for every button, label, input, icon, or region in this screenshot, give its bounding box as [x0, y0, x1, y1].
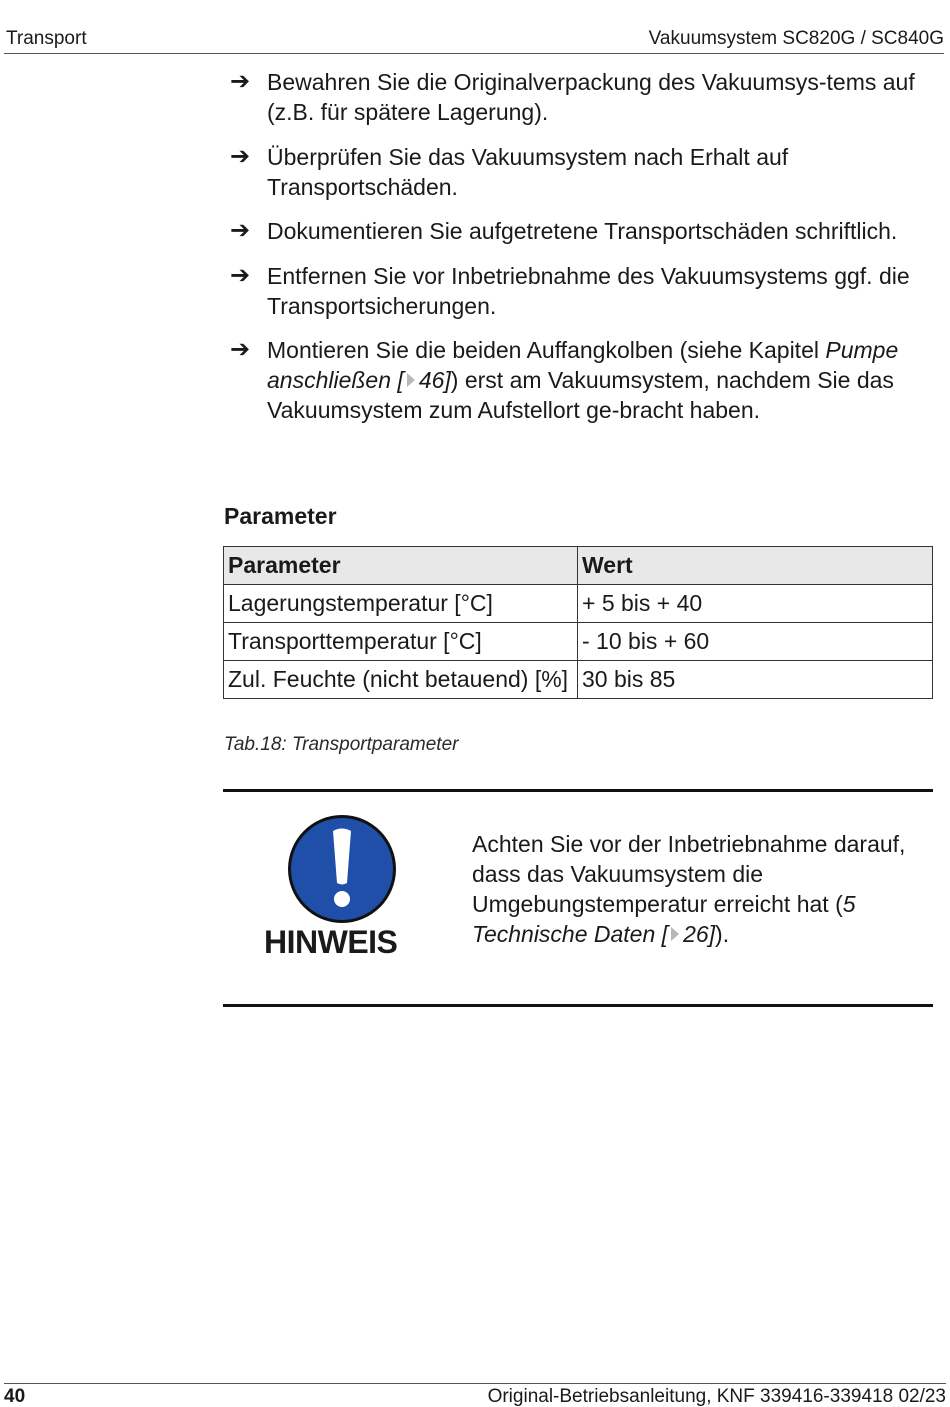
technical-data-link-page: 26]: [683, 921, 716, 947]
notice-text-end: ).: [715, 921, 730, 947]
table-cell: Zul. Feuchte (nicht betauend) [%]: [224, 661, 578, 699]
notice-divider-top: [223, 789, 933, 792]
header-section-title: Transport: [6, 28, 87, 49]
arrow-right-icon: ➔: [230, 68, 251, 95]
page-footer: [4, 1383, 946, 1407]
instruction-list: [230, 67, 930, 440]
table-cell: + 5 bis + 40: [578, 585, 933, 623]
instruction-text: Montieren Sie die beiden Auffangkolben (siehe Kapitel: [267, 337, 819, 363]
notice-text-body: Achten Sie vor der Inbetriebnahme darauf, dass das Vakuumsystem die Umgebungstemperatur erreicht hat (: [472, 831, 906, 917]
arrow-right-icon: ➔: [230, 142, 251, 170]
page-header: [4, 28, 944, 54]
instruction-text-continued: ) erst am Vakuumsystem, nachdem Sie das Vakuumsystem zum Aufstellort ge-bracht haben.: [267, 367, 894, 423]
table-header-row: [224, 547, 933, 585]
table-row: [224, 661, 933, 699]
table-cell: Lagerungstemperatur [°C]: [224, 585, 578, 623]
arrow-right-icon: ➔: [230, 336, 251, 363]
page-number: 40: [4, 1386, 26, 1407]
table-row: [224, 585, 933, 623]
page-pointer-icon: [407, 373, 415, 387]
table-cell: 30 bis 85: [578, 661, 933, 699]
column-header: Wert: [578, 547, 933, 585]
transport-parameter-table: [223, 546, 933, 699]
exclamation-circle-icon: [286, 813, 398, 925]
document-reference: Original-Betriebsanleitung, KNF 339416-339418 02/23: [487, 1386, 946, 1407]
header-product-name: Vakuumsystem SC820G / SC840G: [648, 28, 944, 49]
notice-label: HINWEIS: [264, 924, 398, 960]
arrow-right-icon: ➔: [230, 217, 251, 244]
notice-text: [472, 829, 927, 949]
column-header: Parameter: [224, 547, 578, 585]
notice-divider-bottom: [223, 1004, 933, 1007]
instruction-step: [230, 335, 930, 425]
table-cell: Transporttemperatur [°C]: [224, 623, 578, 661]
instruction-step: [230, 67, 930, 127]
instruction-step: [230, 142, 930, 202]
arrow-right-icon: ➔: [230, 261, 251, 289]
chapter-link-page: 46]: [418, 367, 451, 393]
instruction-text: Überprüfen Sie das Vakuumsystem nach Erhalt auf Transportschäden.: [267, 143, 789, 200]
chapter-link-title: Pumpe anschließen [: [267, 337, 899, 393]
instruction-text: Bewahren Sie die Originalverpackung des Vakuumsys-tems auf (z.B. für spätere Lagerung).: [267, 69, 915, 125]
table-cell: - 10 bis + 60: [578, 623, 933, 661]
section-heading: Parameter: [224, 503, 337, 529]
instruction-text: Dokumentieren Sie aufgetretene Transportschäden schriftlich.: [267, 218, 898, 244]
table-caption: Tab.18: Transportparameter: [224, 734, 459, 755]
instruction-step: [230, 261, 930, 321]
instruction-step: [230, 216, 930, 246]
table-row: [224, 623, 933, 661]
technical-data-link-title: 5 Technische Daten [: [472, 891, 856, 947]
instruction-text: Entfernen Sie vor Inbetriebnahme des Vakuumsystems ggf. die Transportsicherungen.: [267, 262, 910, 319]
page-pointer-icon: [671, 927, 679, 941]
